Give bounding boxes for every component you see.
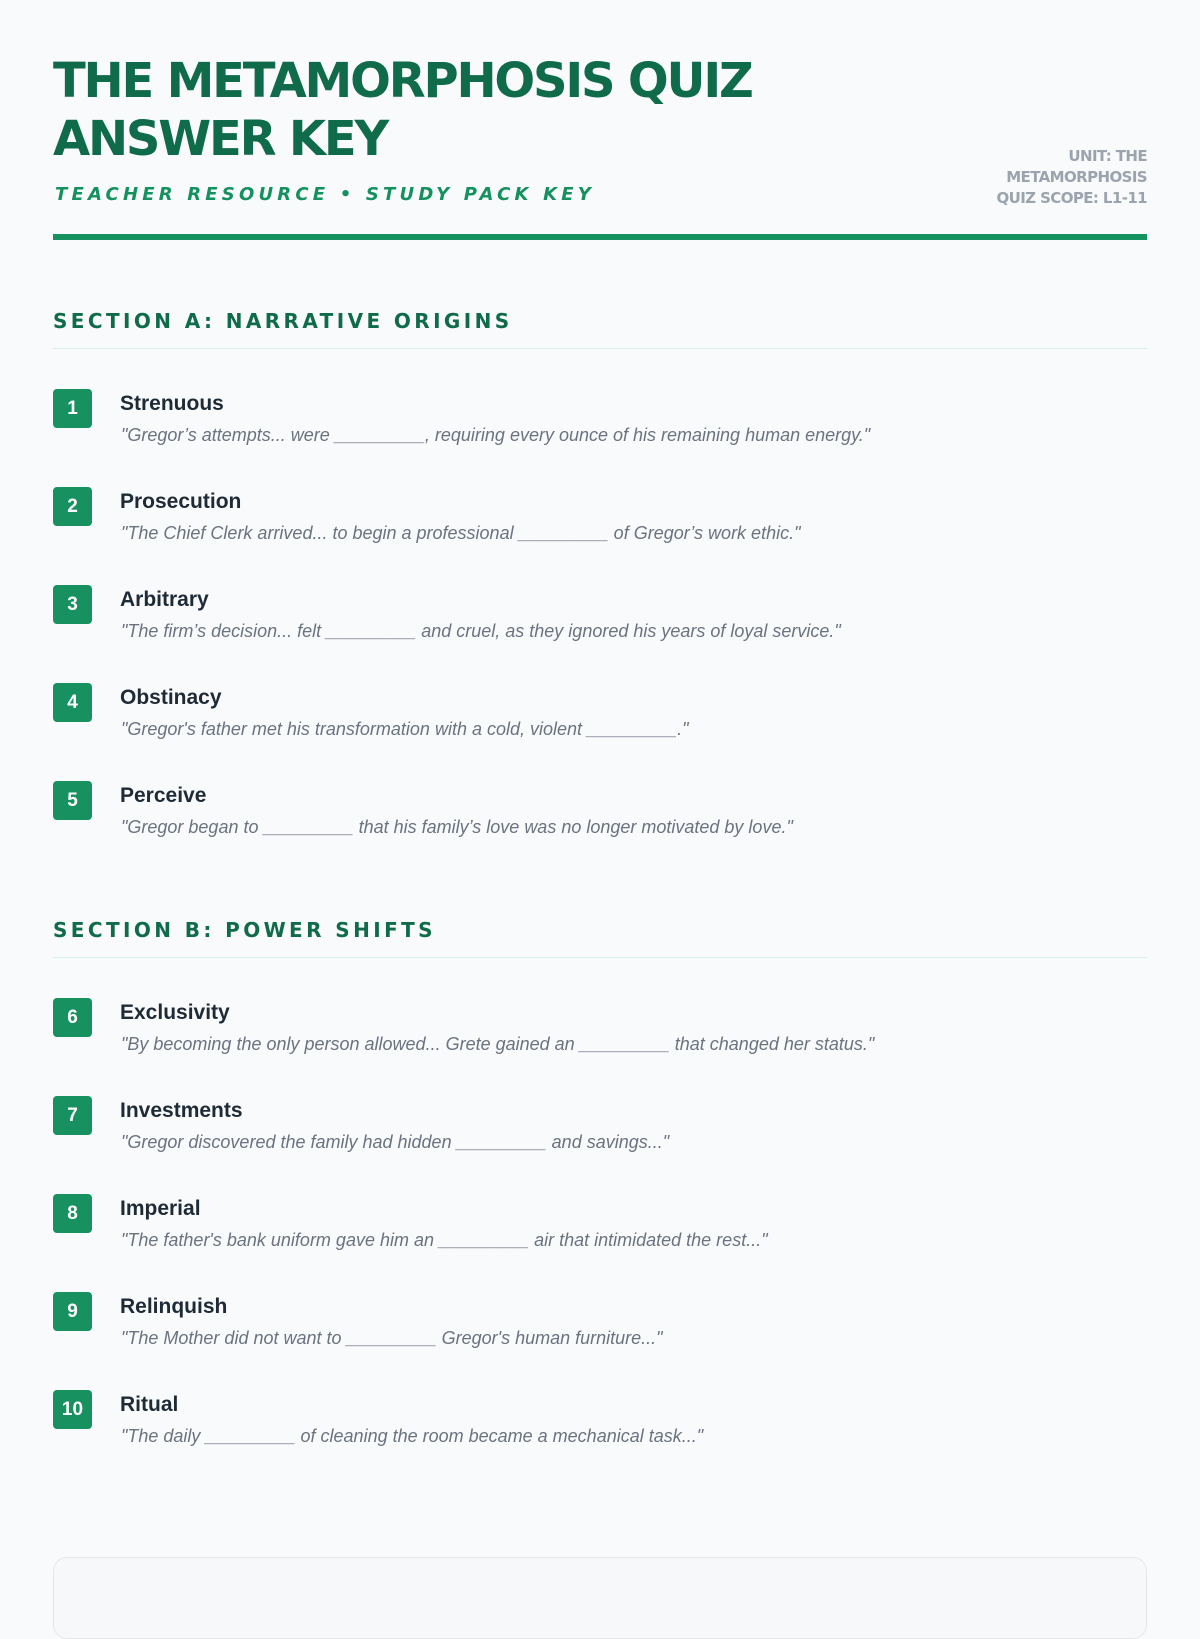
title-line-1: THE METAMORPHOSIS QUIZ <box>53 53 752 109</box>
page-header <box>53 52 1147 242</box>
question-item <box>53 781 1147 879</box>
question-item <box>53 389 1147 487</box>
question-item <box>53 683 1147 781</box>
question-number: 3 <box>53 585 92 624</box>
context-sentence: "The father's bank uniform gave him an _________ air that intimidated the rest..." <box>121 1230 768 1250</box>
context-sentence: "Gregor’s attempts... were _________, requiring every ounce of his remaining human energy." <box>121 425 871 445</box>
answer-word: Prosecution <box>120 490 242 513</box>
context-sentence: "Gregor discovered the family had hidden _________ and savings..." <box>121 1132 670 1152</box>
title-line-2: ANSWER KEY <box>53 111 388 167</box>
context-sentence: "The Mother did not want to _________ Gregor's human furniture..." <box>121 1328 663 1348</box>
answer-key-page <box>53 0 1147 1600</box>
question-item <box>53 1194 1147 1292</box>
section-title: SECTION B: POWER SHIFTS <box>53 915 1147 958</box>
meta-line-2: METAMORPHOSIS <box>1006 168 1147 186</box>
unit-meta <box>947 146 1147 209</box>
answer-word: Investments <box>120 1099 243 1122</box>
answer-word: Relinquish <box>120 1295 228 1318</box>
answer-word: Arbitrary <box>120 588 209 611</box>
footer-panel <box>53 1557 1147 1639</box>
context-sentence: "Gregor's father met his transformation with a cold, violent _________." <box>121 719 689 739</box>
answer-word: Obstinacy <box>120 686 222 709</box>
question-number: 9 <box>53 1292 92 1331</box>
question-number: 6 <box>53 998 92 1037</box>
question-number: 10 <box>53 1390 92 1429</box>
question-item <box>53 1292 1147 1390</box>
page-subtitle: TEACHER RESOURCE • STUDY PACK KEY <box>55 184 596 205</box>
answer-word: Imperial <box>120 1197 201 1220</box>
question-list <box>53 389 1147 879</box>
meta-line-3: QUIZ SCOPE: L1-11 <box>996 189 1147 207</box>
question-item <box>53 1390 1147 1488</box>
context-sentence: "The firm’s decision... felt _________ and cruel, as they ignored his years of loyal service." <box>121 621 841 641</box>
context-sentence: "Gregor began to _________ that his family’s love was no longer motivated by love." <box>121 817 793 837</box>
question-number: 2 <box>53 487 92 526</box>
question-number: 4 <box>53 683 92 722</box>
section-title: SECTION A: NARRATIVE ORIGINS <box>53 306 1147 349</box>
page-title <box>53 52 813 168</box>
answer-word: Exclusivity <box>120 1001 230 1024</box>
section-a <box>53 306 1147 879</box>
context-sentence: "The daily _________ of cleaning the room became a mechanical task..." <box>121 1426 704 1446</box>
question-item <box>53 998 1147 1096</box>
question-item <box>53 487 1147 585</box>
question-number: 7 <box>53 1096 92 1135</box>
question-number: 5 <box>53 781 92 820</box>
question-number: 8 <box>53 1194 92 1233</box>
context-sentence: "The Chief Clerk arrived... to begin a professional _________ of Gregor’s work ethic." <box>121 523 801 543</box>
header-divider <box>53 234 1147 240</box>
context-sentence: "By becoming the only person allowed... Grete gained an _________ that changed her status." <box>121 1034 875 1054</box>
question-number: 1 <box>53 389 92 428</box>
section-b <box>53 915 1147 1488</box>
answer-word: Strenuous <box>120 392 224 415</box>
question-item <box>53 585 1147 683</box>
answer-word: Ritual <box>120 1393 179 1416</box>
answer-word: Perceive <box>120 784 207 807</box>
question-item <box>53 1096 1147 1194</box>
meta-line-1: UNIT: THE <box>1068 147 1147 165</box>
question-list <box>53 998 1147 1488</box>
